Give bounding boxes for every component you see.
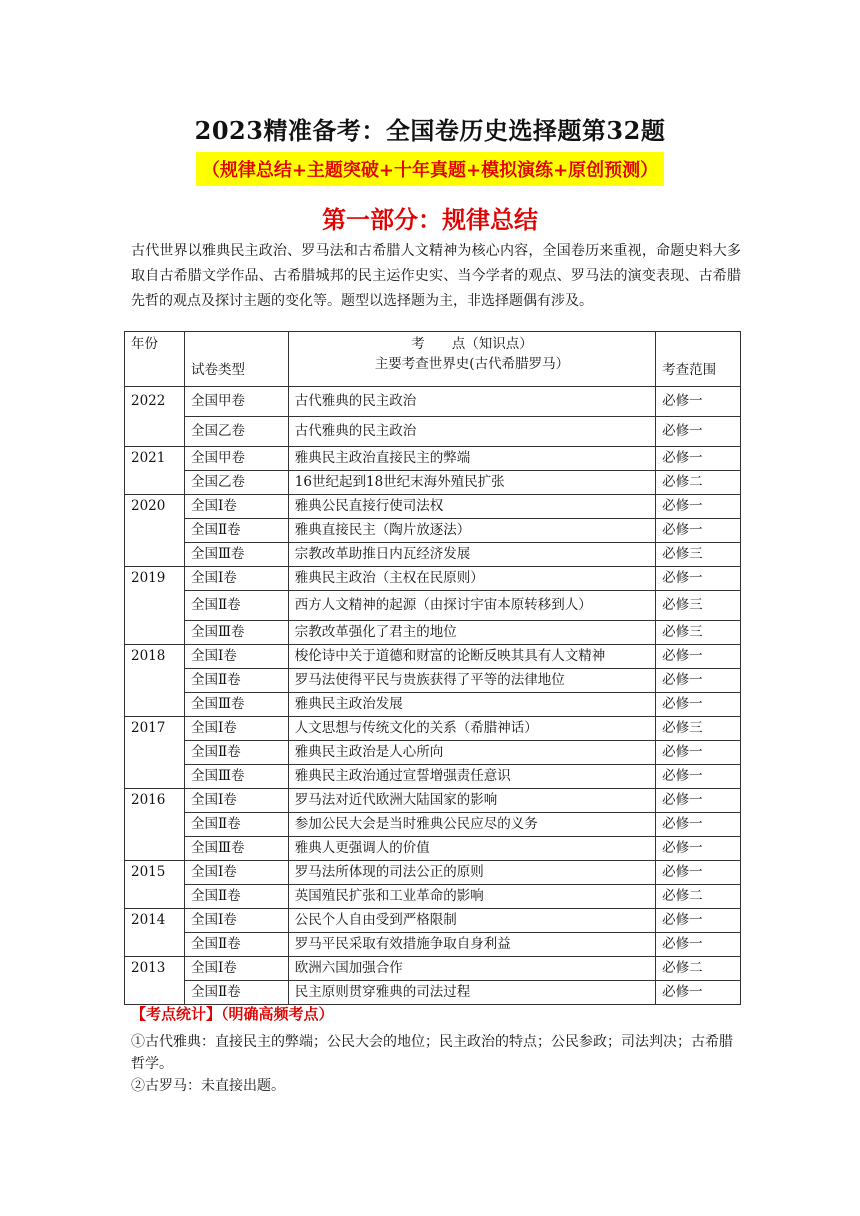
topic-cell: 雅典人更强调人的价值 — [288, 837, 655, 861]
stats-item-athens: ①古代雅典：直接民主的弊端；公民大会的地位；民主政治的特点；公民参政；司法判决；古希腊哲学。 — [131, 1034, 733, 1072]
header-year: 年份 — [125, 332, 185, 387]
topic-cell: 民主原则贯穿雅典的司法过程 — [288, 981, 655, 1005]
paper-cell: 全国Ⅰ卷 — [184, 645, 288, 669]
header-scope: 考查范围 — [656, 332, 741, 387]
paper-cell: 全国Ⅱ卷 — [184, 885, 288, 909]
topic-cell: 梭伦诗中关于道德和财富的论断反映其具有人文精神 — [288, 645, 655, 669]
paper-cell: 全国Ⅰ卷 — [184, 495, 288, 519]
topic-cell: 罗马法对近代欧洲大陆国家的影响 — [288, 789, 655, 813]
paper-cell: 全国Ⅲ卷 — [184, 543, 288, 567]
scope-cell: 必修三 — [656, 543, 741, 567]
table-row — [125, 417, 741, 447]
year-cell: 2019 — [125, 567, 185, 645]
stats-item-rome: ②古罗马：未直接出题。 — [131, 1078, 285, 1094]
paper-cell: 全国甲卷 — [184, 447, 288, 471]
topic-cell: 欧洲六国加强合作 — [288, 957, 655, 981]
scope-cell: 必修一 — [656, 837, 741, 861]
scope-cell: 必修一 — [656, 813, 741, 837]
document-subtitle: （规律总结+主题突破+十年真题+模拟演练+原创预测） — [196, 152, 664, 186]
paper-cell: 全国Ⅱ卷 — [184, 981, 288, 1005]
scope-cell: 必修一 — [656, 909, 741, 933]
scope-cell: 必修一 — [656, 645, 741, 669]
year-cell: 2021 — [125, 447, 185, 495]
topic-cell: 雅典民主政治发展 — [288, 693, 655, 717]
paper-cell: 全国甲卷 — [184, 387, 288, 417]
year-cell: 2022 — [125, 387, 185, 447]
table-row — [125, 837, 741, 861]
paper-cell: 全国Ⅲ卷 — [184, 693, 288, 717]
scope-cell: 必修二 — [656, 471, 741, 495]
paper-cell: 全国Ⅰ卷 — [184, 717, 288, 741]
topic-cell: 人文思想与传统文化的关系（希腊神话） — [288, 717, 655, 741]
paper-cell: 全国乙卷 — [184, 471, 288, 495]
scope-cell: 必修一 — [656, 981, 741, 1005]
table-row — [125, 765, 741, 789]
topic-cell: 罗马法使得平民与贵族获得了平等的法律地位 — [288, 669, 655, 693]
table-row — [125, 933, 741, 957]
paper-cell: 全国Ⅱ卷 — [184, 741, 288, 765]
scope-cell: 必修一 — [656, 861, 741, 885]
topic-cell: 宗教改革强化了君主的地位 — [288, 621, 655, 645]
table-row — [125, 495, 741, 519]
paper-cell: 全国Ⅰ卷 — [184, 789, 288, 813]
topic-cell: 雅典民主政治是人心所向 — [288, 741, 655, 765]
topic-cell: 16世纪起到18世纪末海外殖民扩张 — [288, 471, 655, 495]
topic-cell: 雅典公民直接行使司法权 — [288, 495, 655, 519]
scope-cell: 必修三 — [656, 621, 741, 645]
paper-cell: 全国Ⅱ卷 — [184, 519, 288, 543]
table-row — [125, 669, 741, 693]
topic-cell: 雅典直接民主（陶片放逐法） — [288, 519, 655, 543]
paper-cell: 全国Ⅰ卷 — [184, 567, 288, 591]
scope-cell: 必修一 — [656, 741, 741, 765]
table-row — [125, 519, 741, 543]
table-row — [125, 543, 741, 567]
table-row — [125, 567, 741, 591]
paper-cell: 全国Ⅱ卷 — [184, 591, 288, 621]
table-row — [125, 789, 741, 813]
paper-cell: 全国Ⅰ卷 — [184, 909, 288, 933]
scope-cell: 必修一 — [656, 765, 741, 789]
intro-paragraph: 古代世界以雅典民主政治、罗马法和古希腊人文精神为核心内容，全国卷历来重视，命题史料大多取自古希腊文学作品、古希腊城邦的民主运作史实、当今学者的观点、罗马法的演变表现、古希腊先哲的观点及探讨主题的变化等。题型以选择题为主，非选择题偶有涉及。 — [131, 243, 741, 309]
topic-cell: 西方人文精神的起源（由探讨宇宙本原转移到人） — [288, 591, 655, 621]
table-row — [125, 909, 741, 933]
table-row — [125, 447, 741, 471]
topic-cell: 雅典民主政治通过宣誓增强责任意识 — [288, 765, 655, 789]
year-cell: 2015 — [125, 861, 185, 909]
paper-cell: 全国乙卷 — [184, 417, 288, 447]
table-row — [125, 693, 741, 717]
paper-cell: 全国Ⅰ卷 — [184, 861, 288, 885]
table-row — [125, 471, 741, 495]
exam-table — [124, 331, 741, 1005]
year-cell: 2020 — [125, 495, 185, 567]
table-row — [125, 591, 741, 621]
table-row — [125, 813, 741, 837]
scope-cell: 必修一 — [656, 567, 741, 591]
header-paper: 试卷类型 — [184, 332, 288, 387]
scope-cell: 必修二 — [656, 885, 741, 909]
paper-cell: 全国Ⅲ卷 — [184, 765, 288, 789]
table-row — [125, 717, 741, 741]
scope-cell: 必修三 — [656, 591, 741, 621]
scope-cell: 必修二 — [656, 957, 741, 981]
scope-cell: 必修一 — [656, 417, 741, 447]
topic-cell: 罗马平民采取有效措施争取自身利益 — [288, 933, 655, 957]
paper-cell: 全国Ⅱ卷 — [184, 813, 288, 837]
document-title: 2023精准备考：全国卷历史选择题第32题 — [194, 116, 666, 145]
topic-cell: 古代雅典的民主政治 — [288, 417, 655, 447]
scope-cell: 必修一 — [656, 693, 741, 717]
table-row — [125, 861, 741, 885]
table-row — [125, 645, 741, 669]
year-cell: 2014 — [125, 909, 185, 957]
scope-cell: 必修一 — [656, 387, 741, 417]
paper-cell: 全国Ⅱ卷 — [184, 933, 288, 957]
paper-cell: 全国Ⅰ卷 — [184, 957, 288, 981]
table-row — [125, 957, 741, 981]
topic-cell: 参加公民大会是当时雅典公民应尽的义务 — [288, 813, 655, 837]
scope-cell: 必修一 — [656, 519, 741, 543]
year-cell: 2013 — [125, 957, 185, 1005]
table-row — [125, 387, 741, 417]
section-title: 第一部分：规律总结 — [322, 205, 538, 234]
paper-cell: 全国Ⅱ卷 — [184, 669, 288, 693]
scope-cell: 必修三 — [656, 717, 741, 741]
topic-cell: 罗马法所体现的司法公正的原则 — [288, 861, 655, 885]
scope-cell: 必修一 — [656, 447, 741, 471]
table-row — [125, 885, 741, 909]
year-cell: 2017 — [125, 717, 185, 789]
topic-cell: 雅典民主政治直接民主的弊端 — [288, 447, 655, 471]
scope-cell: 必修一 — [656, 495, 741, 519]
table-row — [125, 981, 741, 1005]
topic-cell: 公民个人自由受到严格限制 — [288, 909, 655, 933]
scope-cell: 必修一 — [656, 669, 741, 693]
scope-cell: 必修一 — [656, 933, 741, 957]
topic-cell: 古代雅典的民主政治 — [288, 387, 655, 417]
table-row — [125, 741, 741, 765]
table-row — [125, 621, 741, 645]
header-topic: 考 点（知识点） 主要考查世界史(古代希腊罗马） — [288, 332, 655, 387]
scope-cell: 必修一 — [656, 789, 741, 813]
year-cell: 2018 — [125, 645, 185, 717]
paper-cell: 全国Ⅲ卷 — [184, 837, 288, 861]
topic-cell: 雅典民主政治（主权在民原则） — [288, 567, 655, 591]
stats-title: 【考点统计】（明确高频考点） — [131, 1005, 334, 1023]
topic-cell: 英国殖民扩张和工业革命的影响 — [288, 885, 655, 909]
topic-cell: 宗教改革助推日内瓦经济发展 — [288, 543, 655, 567]
paper-cell: 全国Ⅲ卷 — [184, 621, 288, 645]
year-cell: 2016 — [125, 789, 185, 861]
